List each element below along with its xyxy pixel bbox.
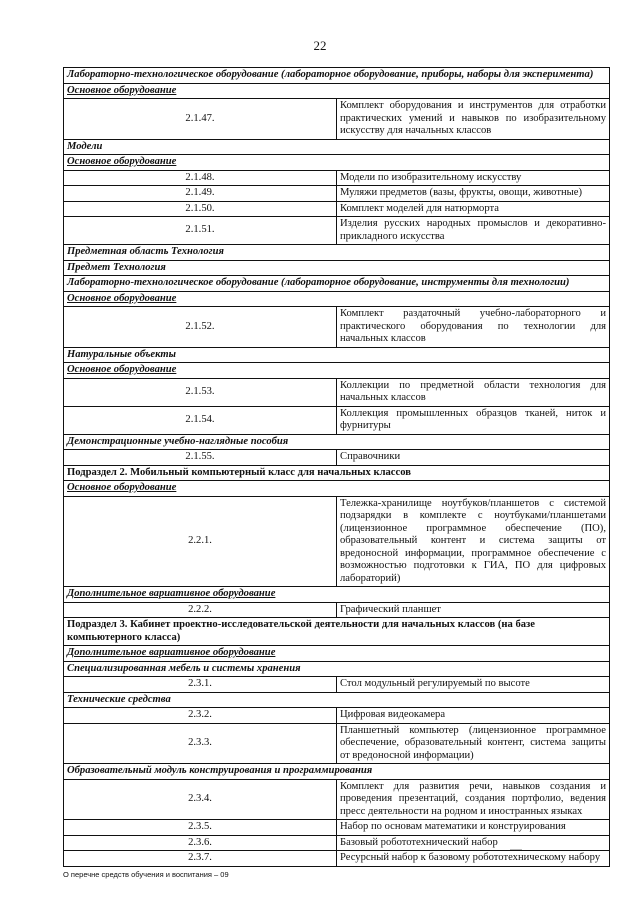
equipment-table-body (64, 68, 610, 867)
item-text: Комплект раздаточный учебно-лабораторного и практического оборудования по технологии для начальных классов (337, 307, 610, 348)
item-number: 2.1.55. (64, 450, 337, 466)
section-heading (64, 363, 610, 379)
section-heading-row (64, 434, 610, 450)
item-number: 2.1.48. (64, 170, 337, 186)
item-text: Модели по изобразительному искусству (337, 170, 610, 186)
heading-text: Дополнительное вариативное оборудование (67, 647, 276, 658)
item-number: 2.3.1. (64, 677, 337, 693)
heading-text: Основное оборудование (67, 84, 177, 96)
item-number: 2.3.7. (64, 851, 337, 867)
item-number: 2.1.51. (64, 217, 337, 245)
section-heading (64, 139, 610, 155)
table-row (64, 406, 610, 434)
table-row (64, 779, 610, 820)
item-number: 2.1.52. (64, 307, 337, 348)
heading-text: Специализированная мебель и системы хранения (67, 662, 301, 674)
item-text: Ресурсный набор к базовому робототехническому набору (337, 851, 610, 867)
item-number: 2.3.5. (64, 820, 337, 836)
section-heading (64, 692, 610, 708)
item-text: Графический планшет (337, 602, 610, 618)
table-row (64, 378, 610, 406)
section-heading-row (64, 363, 610, 379)
subsection-heading (64, 465, 610, 481)
item-number: 2.3.3. (64, 723, 337, 764)
section-heading-row (64, 68, 610, 84)
table-row (64, 99, 610, 140)
scan-mark (510, 849, 522, 850)
item-text: Комплект для развития речи, навыков создания и проведения презентаций, создания портфолио, ведения пресс деятельности на родном и иностранных языках (337, 779, 610, 820)
heading-text: Модели (67, 140, 103, 152)
item-text: Коллекция промышленных образцов тканей, ниток и фурнитуры (337, 406, 610, 434)
section-heading (64, 434, 610, 450)
subsection-heading-row (64, 618, 610, 646)
item-number: 2.3.6. (64, 835, 337, 851)
item-number: 2.2.2. (64, 602, 337, 618)
table-row (64, 708, 610, 724)
subsection-heading (64, 618, 610, 646)
section-heading (64, 68, 610, 84)
item-text: Набор по основам математики и конструирования (337, 820, 610, 836)
section-heading-row (64, 764, 610, 780)
item-text: Базовый робототехнический набор (337, 835, 610, 851)
section-heading (64, 481, 610, 497)
section-heading-row (64, 155, 610, 171)
item-text: Коллекции по предметной области технология для начальных классов (337, 378, 610, 406)
section-heading (64, 291, 610, 307)
heading-text: Предмет Технология (67, 261, 166, 273)
section-heading (64, 764, 610, 780)
heading-text: Дополнительное вариативное оборудование (67, 588, 276, 599)
item-number: 2.2.1. (64, 496, 337, 587)
item-number: 2.3.4. (64, 779, 337, 820)
table-row (64, 307, 610, 348)
table-row (64, 677, 610, 693)
heading-text: Основное оборудование (67, 482, 177, 493)
table-row (64, 820, 610, 836)
section-heading-row (64, 291, 610, 307)
section-heading-row (64, 83, 610, 99)
page-footer: О перечне средств обучения и воспитания – 09 (63, 870, 229, 879)
heading-text: Основное оборудование (67, 292, 177, 304)
item-text: Муляжи предметов (вазы, фрукты, овощи, животные) (337, 186, 610, 202)
heading-text: Натуральные объекты (67, 348, 176, 360)
section-heading (64, 646, 610, 662)
heading-text: Демонстрационные учебно-наглядные пособия (67, 435, 289, 447)
section-heading-row (64, 347, 610, 363)
heading-text: Основное оборудование (67, 364, 177, 375)
item-number: 2.1.54. (64, 406, 337, 434)
section-heading-row (64, 481, 610, 497)
table-row (64, 496, 610, 587)
item-text: Изделия русских народных промыслов и декоративно-прикладного искусства (337, 217, 610, 245)
section-heading-row (64, 276, 610, 292)
page-number: 22 (313, 38, 327, 53)
item-number: 2.1.47. (64, 99, 337, 140)
table-row (64, 835, 610, 851)
section-heading (64, 83, 610, 99)
table-row (64, 450, 610, 466)
item-number: 2.3.2. (64, 708, 337, 724)
heading-text: Образовательный модуль конструирования и программирования (67, 765, 373, 776)
item-number: 2.1.50. (64, 201, 337, 217)
section-heading-row (64, 661, 610, 677)
item-text: Планшетный компьютер (лицензионное программное обеспечение, образовательный контент, система защиты от вредоносной информации) (337, 723, 610, 764)
item-text: Стол модульный регулируемый по высоте (337, 677, 610, 693)
heading-text: Технические средства (67, 693, 171, 705)
table-row (64, 723, 610, 764)
section-heading (64, 245, 610, 261)
table-row (64, 851, 610, 867)
heading-text: Подраздел 3. Кабинет проектно-исследовательской деятельности для начальных классов (на базе компьютерного класса) (67, 619, 536, 643)
item-text: Справочники (337, 450, 610, 466)
table-row (64, 186, 610, 202)
table-row (64, 170, 610, 186)
section-heading-row (64, 587, 610, 603)
table-row (64, 602, 610, 618)
item-number: 2.1.53. (64, 378, 337, 406)
equipment-table (63, 67, 610, 867)
item-text: Комплект оборудования и инструментов для отработки практических умений и навыков по изобразительному искусству для начальных классов (337, 99, 610, 140)
section-heading-row (64, 245, 610, 261)
heading-text: Лабораторно-технологическое оборудование (лабораторное оборудование, приборы, наборы для эксперимента) (67, 69, 594, 80)
section-heading (64, 587, 610, 603)
item-text: Комплект моделей для натюрморта (337, 201, 610, 217)
item-text: Цифровая видеокамера (337, 708, 610, 724)
heading-text: Подраздел 2. Мобильный компьютерный класс для начальных классов (67, 466, 411, 478)
table-row (64, 201, 610, 217)
item-number: 2.1.49. (64, 186, 337, 202)
section-heading-row (64, 139, 610, 155)
section-heading-row (64, 646, 610, 662)
section-heading (64, 155, 610, 171)
heading-text: Предметная область Технология (67, 246, 224, 257)
subsection-heading-row (64, 465, 610, 481)
heading-text: Лабораторно-технологическое оборудование (лабораторное оборудование, инструменты для технологии) (67, 277, 570, 288)
section-heading (64, 276, 610, 292)
section-heading-row (64, 692, 610, 708)
table-row (64, 217, 610, 245)
section-heading-row (64, 260, 610, 276)
section-heading (64, 661, 610, 677)
item-text: Тележка-хранилище ноутбуков/планшетов с системой подзарядки в комплекте с ноутбуками/планшетами (лицензионное программное обеспечение (ПО), образовательный контент и система защиты от вредоносной информации, программное обеспечение с возможностью подготовки к ГИА, ПО для цифровых лабораторий) (337, 496, 610, 587)
section-heading (64, 260, 610, 276)
heading-text: Основное оборудование (67, 156, 177, 167)
section-heading (64, 347, 610, 363)
